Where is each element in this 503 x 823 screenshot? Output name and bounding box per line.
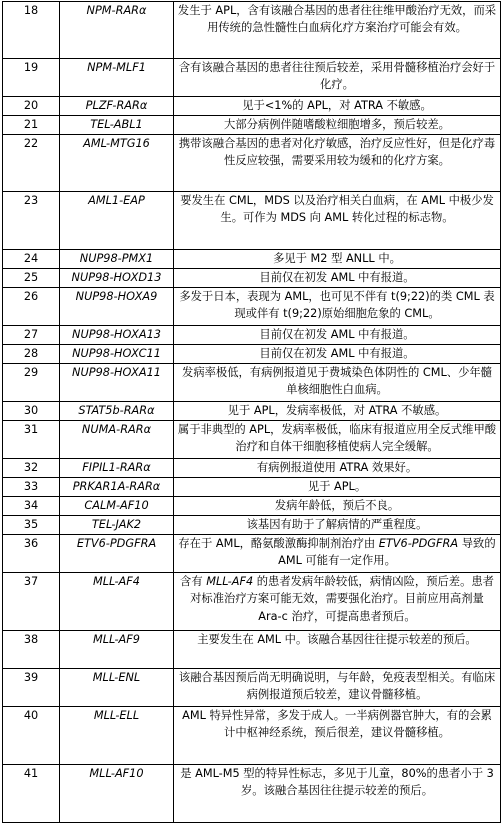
clinical-description: 有病例报道使用 ATRA 效果好。: [174, 459, 501, 478]
table-row: [3, 269, 501, 288]
description-text: 的患者发病年龄较低，病情凶险，预后差。患者对标准治疗方案可能无效，需要强化治疗。目前应用高剂量 Ara-c 治疗，可提高患者预后。: [190, 575, 494, 623]
row-number: 24: [3, 250, 60, 269]
table-row: [3, 135, 501, 192]
row-number: 23: [3, 192, 60, 250]
table-row: [3, 707, 501, 765]
row-number: 35: [3, 516, 60, 535]
clinical-description: 要发生在 CML，MDS 以及治疗相关白血病，在 AML 中极少发生。可作为 MDS 向 AML 转化过程的标志物。: [174, 192, 501, 250]
clinical-description: AML 特异性异常，多发于成人。一半病例器官肿大，有的会累计中枢神经系统，预后很差，建议骨髓移植。: [174, 707, 501, 765]
fusion-gene-name: NPM-MLF1: [60, 59, 174, 97]
clinical-description: 该融合基因预后尚无明确说明，与年龄，免疫表型相关。有临床病例报道预后较差，建议骨髓移植。: [174, 669, 501, 707]
clinical-description: 属于非典型的 APL，发病率极低，临床有报道应用全反式维甲酸治疗和自体干细胞移植使病人完全缓解。: [174, 421, 501, 459]
description-text: 含有: [180, 575, 207, 588]
table-row: [3, 326, 501, 345]
table-row: [3, 2, 501, 59]
clinical-description: 携带该融合基因的患者对化疗敏感，治疗反应性好，但是化疗毒性反应较强，需要采用较为缓和的化疗方案。: [174, 135, 501, 192]
clinical-description: 见于 APL，发病率极低，对 ATRA 不敏感。: [174, 402, 501, 421]
fusion-gene-name: TEL-ABL1: [60, 116, 174, 135]
clinical-description: 是 AML-M5 型的特异性标志，多见于儿童，80%的患者小于 3 岁。该融合基因往往提示较差的预后。: [174, 765, 501, 823]
row-number: 32: [3, 459, 60, 478]
fusion-gene-name: NUP98-HOXA9: [60, 288, 174, 326]
table-row: [3, 669, 501, 707]
fusion-gene-name: MLL-ELL: [60, 707, 174, 765]
fusion-gene-name: MLL-AF10: [60, 765, 174, 823]
fusion-gene-name: AML-MTG16: [60, 135, 174, 192]
row-number: 36: [3, 535, 60, 573]
row-number: 19: [3, 59, 60, 97]
row-number: 34: [3, 497, 60, 516]
clinical-description: 该基因有助于了解病情的严重程度。: [174, 516, 501, 535]
clinical-description: 含有该融合基因的患者往往预后较差，采用骨髓移植治疗会好于化疗。: [174, 59, 501, 97]
gene-reference: MLL-AF4: [206, 575, 254, 588]
row-number: 29: [3, 364, 60, 402]
fusion-gene-table: [2, 1, 501, 823]
table-row: [3, 497, 501, 516]
fusion-gene-name: MLL-AF4: [60, 573, 174, 631]
table-row: [3, 345, 501, 364]
table-row: [3, 59, 501, 97]
table-row: [3, 421, 501, 459]
fusion-gene-name: FIPIL1-RARα: [60, 459, 174, 478]
row-number: 26: [3, 288, 60, 326]
row-number: 25: [3, 269, 60, 288]
clinical-description: 多发于日本，表现为 AML，也可见不伴有 t(9;22)的类 CML 表现或伴有 t(9;22)原始细胞危象的 CML。: [174, 288, 501, 326]
fusion-gene-name: PRKAR1A-RARα: [60, 478, 174, 497]
row-number: 20: [3, 97, 60, 116]
fusion-gene-name: MLL-AF9: [60, 631, 174, 669]
table-row: [3, 535, 501, 573]
description-text: 存在于 AML，酪氨酸激酶抑制剂治疗由: [178, 537, 379, 550]
table-row: [3, 288, 501, 326]
table-row: [3, 631, 501, 669]
row-number: 40: [3, 707, 60, 765]
fusion-gene-name: STAT5b-RARα: [60, 402, 174, 421]
clinical-description: 主要发生在 AML 中。该融合基因往往提示较差的预后。: [174, 631, 501, 669]
clinical-description: 发病率极低，有病例报道见于费城染色体阴性的 CML、少年髓单核细胞性白血病。: [174, 364, 501, 402]
table-row: [3, 97, 501, 116]
clinical-description: 发生于 APL，含有该融合基因的患者往往维甲酸治疗无效，而采用传统的急性髓性白血病化疗方案治疗可能会有效。: [174, 2, 501, 59]
fusion-gene-name: NUP98-PMX1: [60, 250, 174, 269]
table-row: [3, 364, 501, 402]
row-number: 30: [3, 402, 60, 421]
row-number: 38: [3, 631, 60, 669]
clinical-description: 见于<1%的 APL，对 ATRA 不敏感。: [174, 97, 501, 116]
row-number: 41: [3, 765, 60, 823]
row-number: 27: [3, 326, 60, 345]
clinical-description: 目前仅在初发 AML 中有报道。: [174, 345, 501, 364]
fusion-gene-name: MLL-ENL: [60, 669, 174, 707]
fusion-gene-name: NUP98-HOXC11: [60, 345, 174, 364]
clinical-description: 见于 APL。: [174, 478, 501, 497]
row-number: 18: [3, 2, 60, 59]
table-row: [3, 516, 501, 535]
clinical-description: 目前仅在初发 AML 中有报道。: [174, 269, 501, 288]
table-row: [3, 402, 501, 421]
table-row: [3, 459, 501, 478]
fusion-gene-name: NUP98-HOXA13: [60, 326, 174, 345]
clinical-description: 目前仅在初发 AML 中有报道。: [174, 326, 501, 345]
row-number: 21: [3, 116, 60, 135]
row-number: 39: [3, 669, 60, 707]
clinical-description: [174, 573, 501, 631]
fusion-gene-name: AML1-EAP: [60, 192, 174, 250]
description-text: 导致的 AML 可能有一定作用。: [278, 537, 496, 568]
row-number: 22: [3, 135, 60, 192]
clinical-description: 大部分病例伴随嗜酸粒细胞增多，预后较差。: [174, 116, 501, 135]
gene-reference: ETV6-PDGFRA: [378, 537, 459, 550]
clinical-description: [174, 535, 501, 573]
table-row: [3, 192, 501, 250]
fusion-gene-name: ETV6-PDGFRA: [60, 535, 174, 573]
row-number: 28: [3, 345, 60, 364]
clinical-description: 多见于 M2 型 ANLL 中。: [174, 250, 501, 269]
fusion-gene-name: PLZF-RARα: [60, 97, 174, 116]
fusion-gene-name: NUMA-RARα: [60, 421, 174, 459]
table-row: [3, 478, 501, 497]
fusion-gene-name: NUP98-HOXD13: [60, 269, 174, 288]
table-row: [3, 765, 501, 823]
row-number: 31: [3, 421, 60, 459]
table-row: [3, 116, 501, 135]
clinical-description: 发病年龄低，预后不良。: [174, 497, 501, 516]
row-number: 37: [3, 573, 60, 631]
table-row: [3, 573, 501, 631]
fusion-gene-name: NPM-RARα: [60, 2, 174, 59]
row-number: 33: [3, 478, 60, 497]
table-row: [3, 250, 501, 269]
fusion-gene-name: CALM-AF10: [60, 497, 174, 516]
fusion-gene-name: TEL-JAK2: [60, 516, 174, 535]
fusion-gene-name: NUP98-HOXA11: [60, 364, 174, 402]
